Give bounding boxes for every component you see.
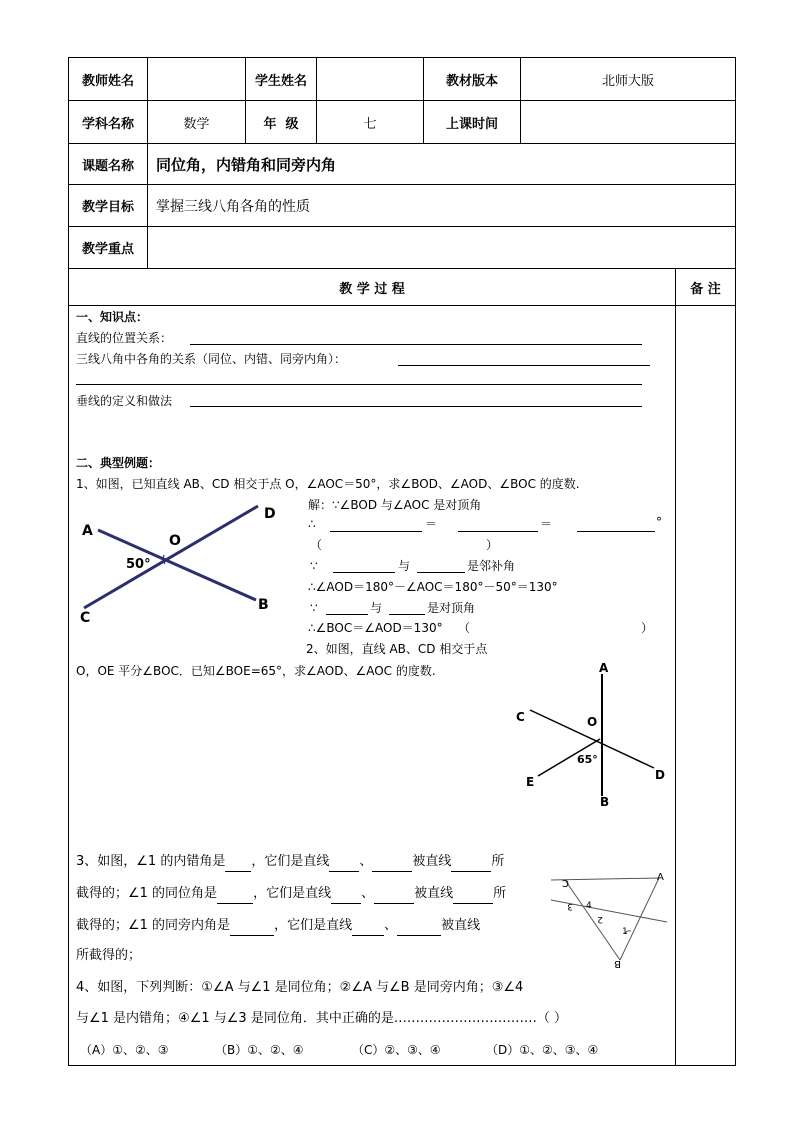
option-c[interactable]: （C）②、③、④ (352, 1043, 441, 1057)
label-angle: 65° (577, 753, 598, 766)
question-4-line-1: 4、如图，下列判断：①∠A 与∠1 是同位角；②∠A 与∠B 是同旁内角；③∠4 (76, 980, 524, 995)
figure-3 (545, 868, 670, 973)
grade-label: 年 级 (263, 116, 299, 132)
eq-1: ＝ (425, 517, 438, 531)
label-o: O (169, 533, 181, 549)
goal-label: 教学目标 (81, 200, 134, 215)
blank-s6-b[interactable] (389, 614, 425, 615)
label-b: B (600, 795, 610, 809)
class-time-value[interactable] (521, 101, 735, 143)
because-2: ∵ (310, 601, 318, 615)
knowledge-blank-2[interactable] (398, 365, 650, 366)
paren-open-1: （ (310, 538, 323, 552)
blank-s4-a[interactable] (333, 572, 395, 573)
blank-s2-a[interactable] (330, 531, 422, 532)
paren-close-2: ） (641, 621, 654, 635)
result-line: ∴∠BOC＝∠AOD＝130° (308, 621, 443, 635)
class-time-label: 上课时间 (445, 116, 498, 132)
blank-s2-b[interactable] (458, 531, 538, 532)
question-1: 1、如图，已知直线 AB、CD 相交于点 O，∠AOC＝50°，求∠BOD、∠AOD、∠BOC 的度数. (76, 477, 580, 491)
teacher-name-value[interactable] (148, 58, 245, 100)
vertical-text: 是对顶角 (427, 601, 476, 615)
textbook-value: 北师大版 (601, 73, 654, 89)
question-2-part-2: O，OE 平分∠BOC．已知∠BOE=65°，求∠AOD、∠AOC 的度数. (76, 664, 436, 678)
label-e: E (526, 775, 535, 789)
question-3-line-3: 截得的；∠1 的同旁内角是 ，它们是直线 、 被直线 (76, 916, 480, 936)
note-label: 备 注 (690, 281, 721, 297)
label-b: B (614, 958, 621, 969)
topic-label: 课题名称 (81, 158, 134, 174)
label-a: A (599, 661, 609, 675)
topic-value: 同位角，内错角和同旁内角 (156, 155, 337, 174)
examples-heading: 二、典型例题： (76, 456, 161, 470)
paren-open-2: （ (458, 621, 471, 635)
grade-value: 七 (363, 116, 377, 132)
goal-value: 掌握三线八角各角的性质 (156, 198, 310, 215)
knowledge-blank-3[interactable] (76, 384, 642, 385)
student-name-value[interactable] (317, 58, 423, 100)
knowledge-blank-1[interactable] (190, 344, 642, 345)
label-3: 3 (567, 901, 573, 911)
calc-line: ∴∠AOD＝180°－∠AOC＝180°－50°＝130° (308, 580, 558, 594)
focus-label: 教学重点 (81, 242, 134, 257)
with-1: 与 (398, 559, 411, 573)
knowledge-blank-4[interactable] (190, 406, 642, 407)
label-angle: 50° (126, 557, 151, 572)
figure-2 (510, 660, 680, 810)
option-d[interactable]: （D）①、②、③、④ (486, 1043, 599, 1057)
blank-s4-b[interactable] (417, 572, 465, 573)
label-c: C (562, 877, 569, 888)
line-cb (565, 880, 620, 960)
student-name-label: 学生姓名 (254, 73, 307, 89)
eq-2: ＝ (540, 517, 553, 531)
solution-intro: 解：∵∠BOD 与∠AOC 是对顶角 (308, 498, 482, 512)
figure-1 (76, 500, 296, 630)
knowledge-heading: 一、知识点： (76, 310, 149, 324)
label-1: 1 (622, 927, 628, 937)
label-a: A (82, 523, 93, 539)
because-1: ∵ (310, 559, 318, 573)
paren-close-1: ） (486, 538, 499, 552)
solution-line-2: ∴ (308, 517, 316, 531)
label-2: 2 (597, 914, 603, 924)
label-d: D (655, 768, 665, 782)
blank-s2-c[interactable] (577, 531, 655, 532)
knowledge-line-2: 三线八角中各角的关系（同位、内错、同旁内角）： (76, 352, 347, 366)
label-o: O (587, 715, 598, 729)
subject-label: 学科名称 (81, 116, 134, 132)
subject-value: 数学 (183, 116, 210, 132)
option-b[interactable]: （B）①、②、④ (215, 1043, 304, 1057)
option-a[interactable]: （A）①、②、③ (80, 1043, 169, 1057)
focus-value[interactable] (148, 227, 735, 268)
question-3-line-4: 所截得的； (76, 948, 142, 963)
textbook-label: 教材版本 (445, 73, 498, 89)
blank-s6-a[interactable] (326, 614, 368, 615)
knowledge-line-1: 直线的位置关系： (76, 331, 173, 345)
line-cd (84, 506, 258, 608)
label-b: B (258, 597, 269, 613)
label-c: C (516, 710, 525, 724)
label-d: D (264, 506, 276, 522)
label-a: A (657, 872, 664, 883)
with-2: 与 (370, 601, 383, 615)
adjacent-text: 是邻补角 (467, 559, 516, 573)
teacher-name-label: 教师姓名 (81, 73, 134, 89)
degree-1: ° (656, 515, 662, 529)
question-4-line-2: 与∠1 是内错角；④∠1 与∠3 是同位角．其中正确的是……………………………（ ） (76, 1011, 567, 1026)
question-2-part-1: 2、如图，直线 AB、CD 相交于点 (306, 642, 488, 656)
label-c: C (80, 610, 91, 626)
knowledge-line-3: 垂线的定义和做法 (76, 394, 173, 408)
process-title: 教 学 过 程 (339, 281, 405, 297)
label-4: 4 (586, 901, 592, 911)
question-3-line-2: 截得的；∠1 的同位角是 ，它们是直线 、 被直线 所 (76, 884, 506, 904)
question-3-line-1: 3、如图，∠1 的内错角是 ，它们是直线 、 被直线 所 (76, 852, 504, 872)
